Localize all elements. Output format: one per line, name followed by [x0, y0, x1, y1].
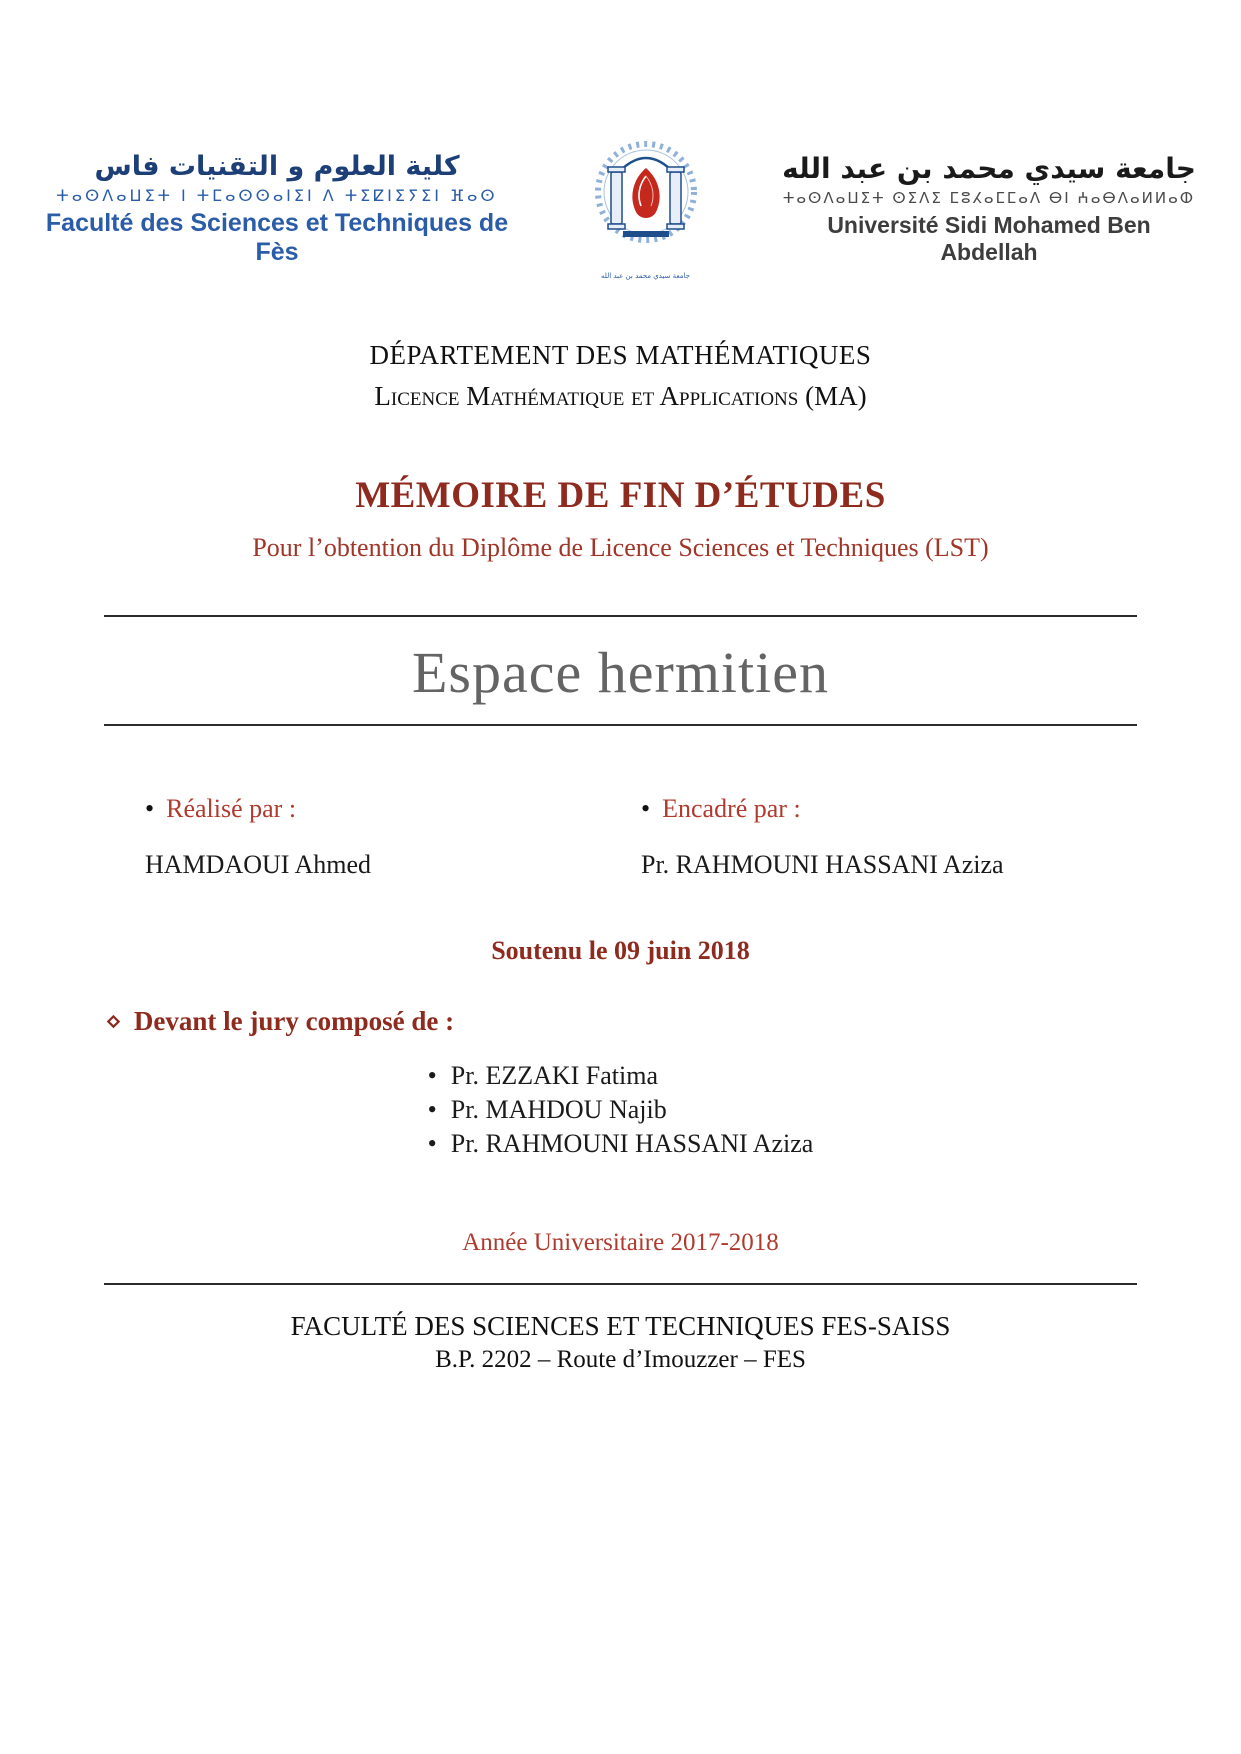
realise-label-line: [145, 794, 641, 824]
usmba-logo: [779, 152, 1199, 266]
jury-heading: Devant le jury composé de :: [133, 1006, 455, 1037]
fst-fes-logo: [42, 151, 512, 267]
usmba-emblem-caption: جامعة سيدي محمد بن عبد الله: [601, 272, 690, 280]
jury-member: [428, 1059, 814, 1093]
memoire-heading: MÉMOIRE DE FIN D’ÉTUDES: [355, 475, 886, 517]
footer-address-line: B.P. 2202 – Route d’Imouzzer – FES: [435, 1346, 806, 1374]
usmba-latin-name: Université Sidi Mohamed Ben Abdellah: [827, 212, 1151, 266]
fst-latin-name: Faculté des Sciences et Techniques de Fès: [45, 209, 509, 267]
realise-label: Réalisé par :: [166, 794, 297, 824]
jury-member-name: Pr. EZZAKI Fatima: [450, 1061, 659, 1091]
usmba-tifinagh-name: ⵜⴰⵙⴷⴰⵡⵉⵜ ⵙⵉⴷⵉ ⵎⵓⵃⴰⵎⵎⴰⴷ ⴱⵏ ⵄⴰⴱⴷⴰⵍⵍⴰⵀ: [782, 189, 1196, 208]
academic-year: Année Universitaire 2017-2018: [462, 1229, 779, 1257]
authors-section: [0, 794, 1241, 880]
encadre-block: [641, 794, 1181, 880]
fst-arabic-name: كلية العلوم و التقنيات فاس: [94, 151, 460, 183]
memoire-subheading: Pour l’obtention du Diplôme de Licence Sciences et Techniques (LST): [252, 533, 989, 563]
footer-divider: [104, 1283, 1137, 1285]
usmba-emblem: [581, 138, 711, 280]
title-divider-bottom: [104, 724, 1137, 726]
diamond-icon: ⋄: [105, 1006, 122, 1037]
author-name: HAMDAOUI Ahmed: [145, 850, 372, 880]
jury-member-name: Pr. RAHMOUNI HASSANI Aziza: [450, 1129, 814, 1159]
fst-tifinagh-name: ⵜⴰⵙⴷⴰⵡⵉⵜ ⵏ ⵜⵎⴰⵙⵙⴰⵏⵉⵏ ⴷ ⵜⵉⵇⵏⵉⵢⵉⵏ ⴼⴰⵙ: [56, 186, 498, 206]
bullet-icon: •: [427, 1095, 437, 1125]
realise-block: [145, 794, 641, 880]
encadre-label: Encadré par :: [662, 794, 801, 824]
usmba-arabic-name: جامعة سيدي محمد بن عبد الله: [782, 152, 1196, 186]
bullet-icon: •: [641, 794, 651, 824]
header-logos: [0, 138, 1241, 280]
university-emblem-icon: [587, 138, 705, 266]
jury-list-wrap: [0, 1059, 1241, 1161]
jury-member: [428, 1127, 814, 1161]
defense-date: Soutenu le 09 juin 2018: [491, 936, 750, 966]
jury-member: [428, 1093, 814, 1127]
department-title: DÉPARTEMENT DES MATHÉMATIQUES: [369, 340, 872, 371]
jury-heading-line: [0, 1006, 1241, 1037]
bullet-icon: •: [427, 1129, 437, 1159]
bullet-icon: •: [145, 794, 155, 824]
bullet-icon: •: [427, 1061, 437, 1091]
jury-member-name: Pr. MAHDOU Najib: [450, 1095, 667, 1125]
footer-faculty-line: FACULTÉ DES SCIENCES ET TECHNIQUES FES-SAISS: [290, 1311, 951, 1342]
encadre-label-line: [641, 794, 1181, 824]
thesis-title: Espace hermitien: [412, 640, 829, 706]
supervisor-name: Pr. RAHMOUNI HASSANI Aziza: [641, 850, 1004, 880]
licence-subtitle: Licence Mathématique et Applications (MA): [374, 381, 867, 412]
title-divider-top: [104, 615, 1137, 617]
jury-list: [428, 1059, 814, 1161]
